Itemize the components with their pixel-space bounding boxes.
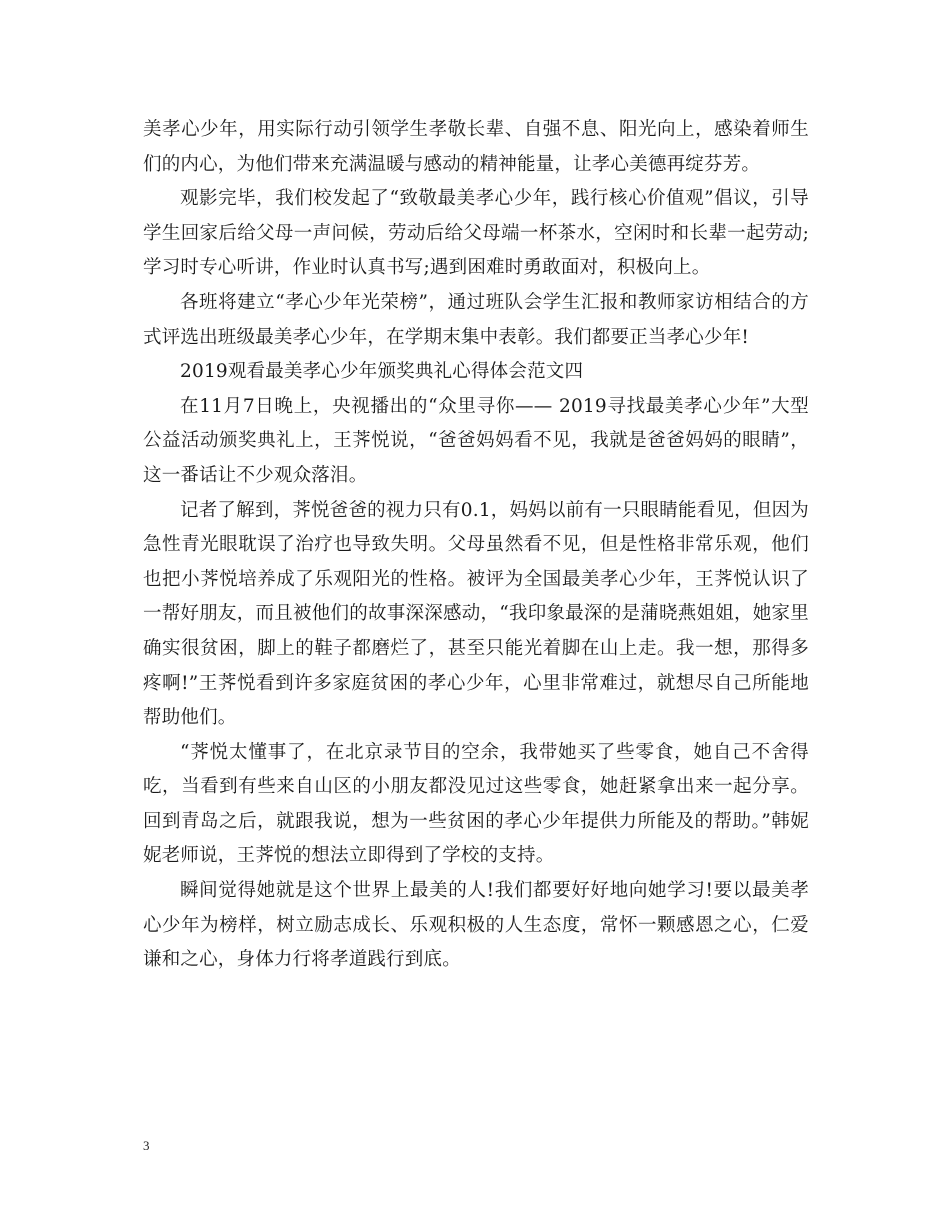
paragraph-6: 记者了解到，荠悦爸爸的视力只有0.1，妈妈以前有一只眼睛能看见，但因为急性青光眼耽误了治疗也导致失明。父母虽然看不见，但是性格非常乐观，他们也把小荠悦培养成了乐观阳光的性格。被评为全国最美孝心少年，王荠悦认识了一帮好朋友，而且被他们的故事深深感动，“我印象最深的是蒲晓燕姐姐，她家里确实很贫困，脚上的鞋子都磨烂了，甚至只能光着脚在山上走。我一想，那得多疼啊!”王荠悦看到许多家庭贫困的孝心少年，心里非常难过，就想尽自己所能地帮助他们。 <box>143 499 809 729</box>
paragraph-7: “荠悦太懂事了，在北京录节目的空余，我带她买了些零食，她自己不舍得吃，当看到有些来自山区的小朋友都没见过这些零食，她赶紧拿出来一起分享。回到青岛之后，就跟我说，想为一些贫困的孝心少年提供力所能及的帮助。”韩妮妮老师说，王荠悦的想法立即得到了学校的支持。 <box>143 741 809 867</box>
paragraph-2: 观影完毕，我们校发起了“致敬最美孝心少年，践行核心价值观”倡议，引导学生回家后给父母一声问候，劳动后给父母端一杯茶水，空闲时和长辈一起劳动;学习时专心听讲，作业时认真书写;遇到困难时勇敢面对，积极向上。 <box>143 188 809 279</box>
paragraph-1: 美孝心少年，用实际行动引领学生孝敬长辈、自强不息、阳光向上，感染着师生们的内心，为他们带来充满温暖与感动的精神能量，让孝心美德再绽芬芳。 <box>143 119 809 175</box>
paragraph-3: 各班将建立“孝心少年光荣榜”，通过班队会学生汇报和教师家访相结合的方式评选出班级最美孝心少年，在学期末集中表彰。我们都要正当孝心少年! <box>143 291 809 348</box>
document-body <box>143 113 809 978</box>
section-heading: 2019观看最美孝心少年颁奖典礼心得体会范文四 <box>180 361 584 383</box>
paragraph-8: 瞬间觉得她就是这个世界上最美的人!我们都要好好地向她学习!要以最美孝心少年为榜样，树立励志成长、乐观积极的人生态度，常怀一颗感恩之心，仁爱谦和之心，身体力行将孝道践行到底。 <box>143 880 809 971</box>
page-number: 3 <box>143 1138 150 1153</box>
paragraph-5: 在11月7日晚上，央视播出的“众里寻你—— 2019寻找最美孝心少年”大型公益活动颁奖典礼上，王荠悦说，“爸爸妈妈看不见，我就是爸爸妈妈的眼睛”，这一番话让不少观众落泪。 <box>143 395 809 486</box>
